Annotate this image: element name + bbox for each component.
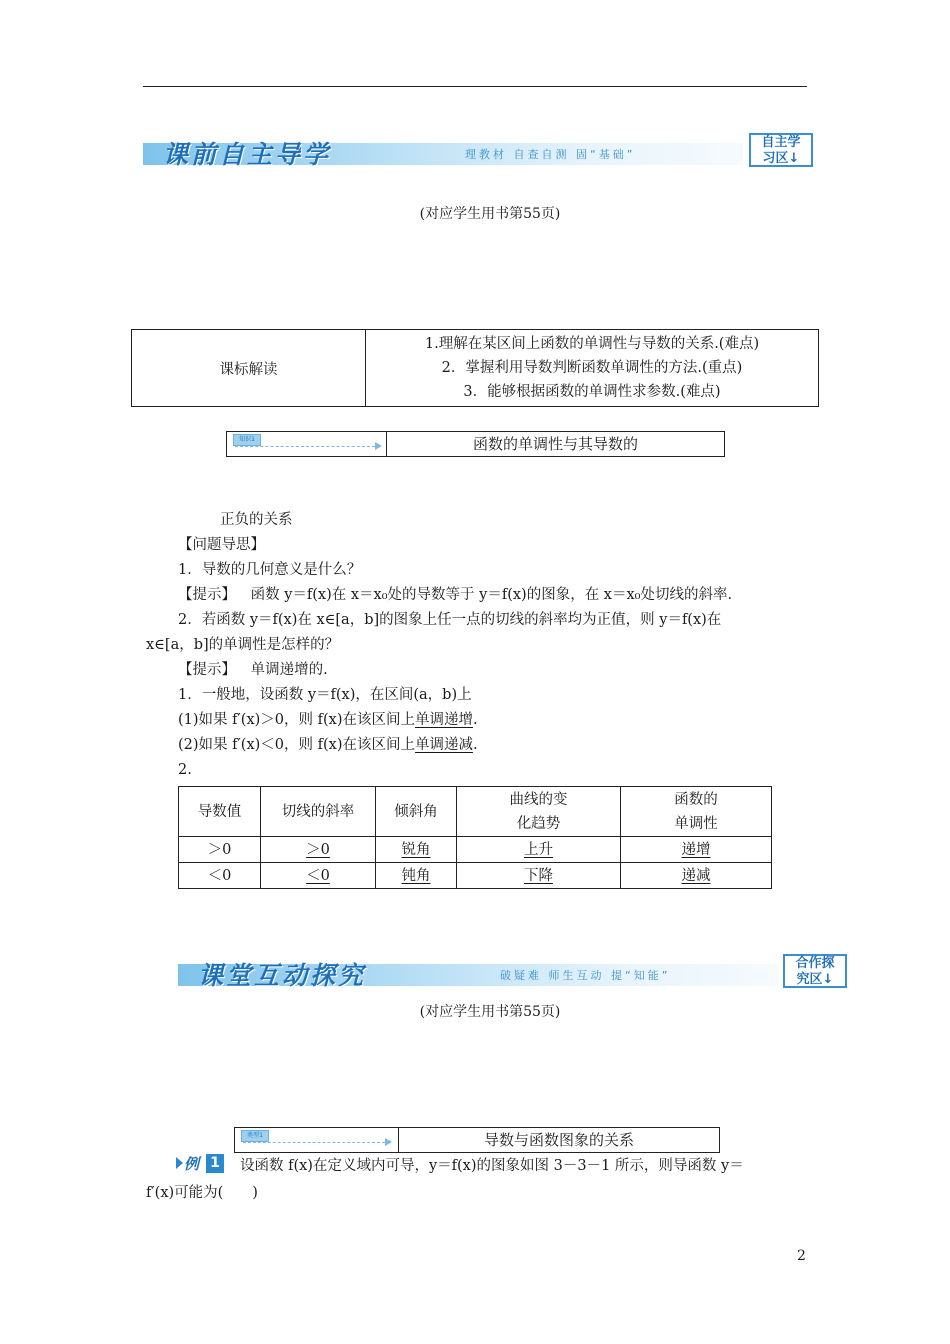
table-cell: ＜0 <box>179 863 261 889</box>
type-tag-label: 类型1 <box>241 1130 269 1142</box>
header-line: 曲线的变 <box>509 791 568 808</box>
cell-answer: 钝角 <box>401 867 431 884</box>
goal-item: 1.理解在某区间上函数的单调性与导数的关系.(难点) <box>424 336 760 352</box>
table-row <box>179 837 772 863</box>
cell-answer: 下降 <box>524 867 553 884</box>
cell-answer: 递减 <box>681 867 711 884</box>
tag-arrow-line <box>243 1142 385 1143</box>
rule-case-2 <box>178 735 478 755</box>
table-cell <box>457 863 621 889</box>
answer-2 <box>178 660 328 680</box>
derivative-table <box>178 786 772 889</box>
section-banner-inclass <box>178 954 850 992</box>
table-cell: ＞0 <box>179 837 261 863</box>
badge-line-1: 自主学 <box>761 135 801 150</box>
answer-1 <box>178 585 732 605</box>
knowledge-title: 函数的单调性与其导数的 <box>472 435 638 453</box>
hint-label: 【提示】 <box>178 587 236 603</box>
badge-line-2: 究区↓ <box>796 972 834 987</box>
header-line: 函数的 <box>674 791 718 808</box>
hint-label: 【提示】 <box>178 662 236 678</box>
rule-case-text: (1)如果 f′(x)＞0，则 f(x)在该区间上 <box>178 712 415 728</box>
header-cell: 切线的斜率 <box>261 787 376 837</box>
header-rule <box>143 86 807 87</box>
cell-answer: ＞0 <box>306 841 330 858</box>
badge-line-2: 习区↓ <box>762 151 800 166</box>
rule-case-end: . <box>473 712 478 728</box>
cell-answer: ＜0 <box>306 867 330 884</box>
question-1: 1．导数的几何意义是什么？ <box>178 562 362 578</box>
table-cell <box>261 863 376 889</box>
guide-heading: 【问题导思】 <box>178 537 265 553</box>
rule-intro: 1．一般地，设函数 y＝f(x)，在区间(a，b)上 <box>178 687 472 703</box>
goal-item: 3．能够根据函数的单调性求参数.(难点) <box>463 384 721 400</box>
banner-badge <box>749 133 813 167</box>
type-tag <box>235 1128 399 1152</box>
hint-text: 函数 y＝f(x)在 x＝x₀处的导数等于 y＝f(x)的图象，在 x＝x₀处切线的斜率. <box>250 587 733 603</box>
example-line-1: 设函数 f(x)在定义域内可导，y＝f(x)的图象如图 3－3－1 所示，则导函数 y＝ <box>240 1158 744 1174</box>
cell-answer: 锐角 <box>401 841 431 858</box>
header-cell <box>457 787 621 837</box>
goal-item: 2．掌握利用导数判断函数单调性的方法.(重点) <box>441 360 743 376</box>
table-cell <box>261 837 376 863</box>
question-2-line-2: x∈[a，b]的单调性是怎样的？ <box>146 637 340 653</box>
rule-case-keyword: 单调递增 <box>415 712 473 728</box>
rule-case-end: . <box>473 737 478 753</box>
knowledge-tag-label: 知识1 <box>233 434 261 446</box>
cell-answer: 上升 <box>524 841 553 858</box>
rule-item-2: 2. <box>178 762 192 778</box>
rule-case-text: (2)如果 f′(x)＜0，则 f(x)在该区间上 <box>178 737 415 753</box>
tag-arrow-line <box>235 446 375 447</box>
knowledge-title-cont: 正负的关系 <box>220 512 293 528</box>
type-box <box>234 1127 720 1153</box>
header-cell: 导数值 <box>179 787 261 837</box>
table-cell <box>621 863 772 889</box>
banner-title: 课堂互动探究 <box>198 961 367 990</box>
standards-goals <box>366 330 819 407</box>
standards-label: 课标解读 <box>132 330 366 407</box>
example-word: 例 <box>184 1155 200 1173</box>
arrow-right-icon <box>375 442 382 450</box>
table-cell <box>376 863 457 889</box>
rule-case-1 <box>178 710 478 730</box>
rule-case-keyword: 单调递减 <box>415 737 473 753</box>
type-title: 导数与函数图象的关系 <box>483 1131 634 1149</box>
arrow-right-icon <box>385 1138 392 1146</box>
header-line: 化趋势 <box>516 815 561 832</box>
header-cell: 倾斜角 <box>376 787 457 837</box>
badge-line-1: 合作探 <box>795 956 835 971</box>
table-cell <box>621 837 772 863</box>
header-cell <box>621 787 772 837</box>
question-2-line-1: 2．若函数 y＝f(x)在 x∈[a，b]的图象上任一点的切线的斜率均为正值，则 y＝f(x)在 <box>178 612 722 628</box>
table-row <box>179 863 772 889</box>
example-line-2: f′(x)可能为( ) <box>146 1185 258 1201</box>
banner-subtitle: 理教材 自查自测 固“基础” <box>465 148 636 161</box>
section-banner-preclass <box>143 133 815 171</box>
knowledge-point-box <box>226 431 725 457</box>
book-page-reference: (对应学生用书第55页) <box>419 1004 561 1020</box>
example-tag <box>176 1153 224 1175</box>
knowledge-tag <box>227 432 387 456</box>
hint-text: 单调递增的. <box>250 662 328 678</box>
header-line: 单调性 <box>674 815 718 832</box>
cell-answer: 递增 <box>681 841 711 858</box>
banner-title: 课前自主导学 <box>163 140 332 169</box>
banner-subtitle: 破疑难 师生互动 提“知能” <box>500 969 671 982</box>
example-number: 1 <box>206 1154 224 1173</box>
book-page-reference: (对应学生用书第55页) <box>419 206 561 222</box>
standards-table <box>131 329 819 407</box>
banner-badge <box>783 954 847 988</box>
play-arrow-icon <box>176 1157 183 1169</box>
table-cell <box>376 837 457 863</box>
table-cell <box>457 837 621 863</box>
page-number: 2 <box>797 1248 806 1264</box>
